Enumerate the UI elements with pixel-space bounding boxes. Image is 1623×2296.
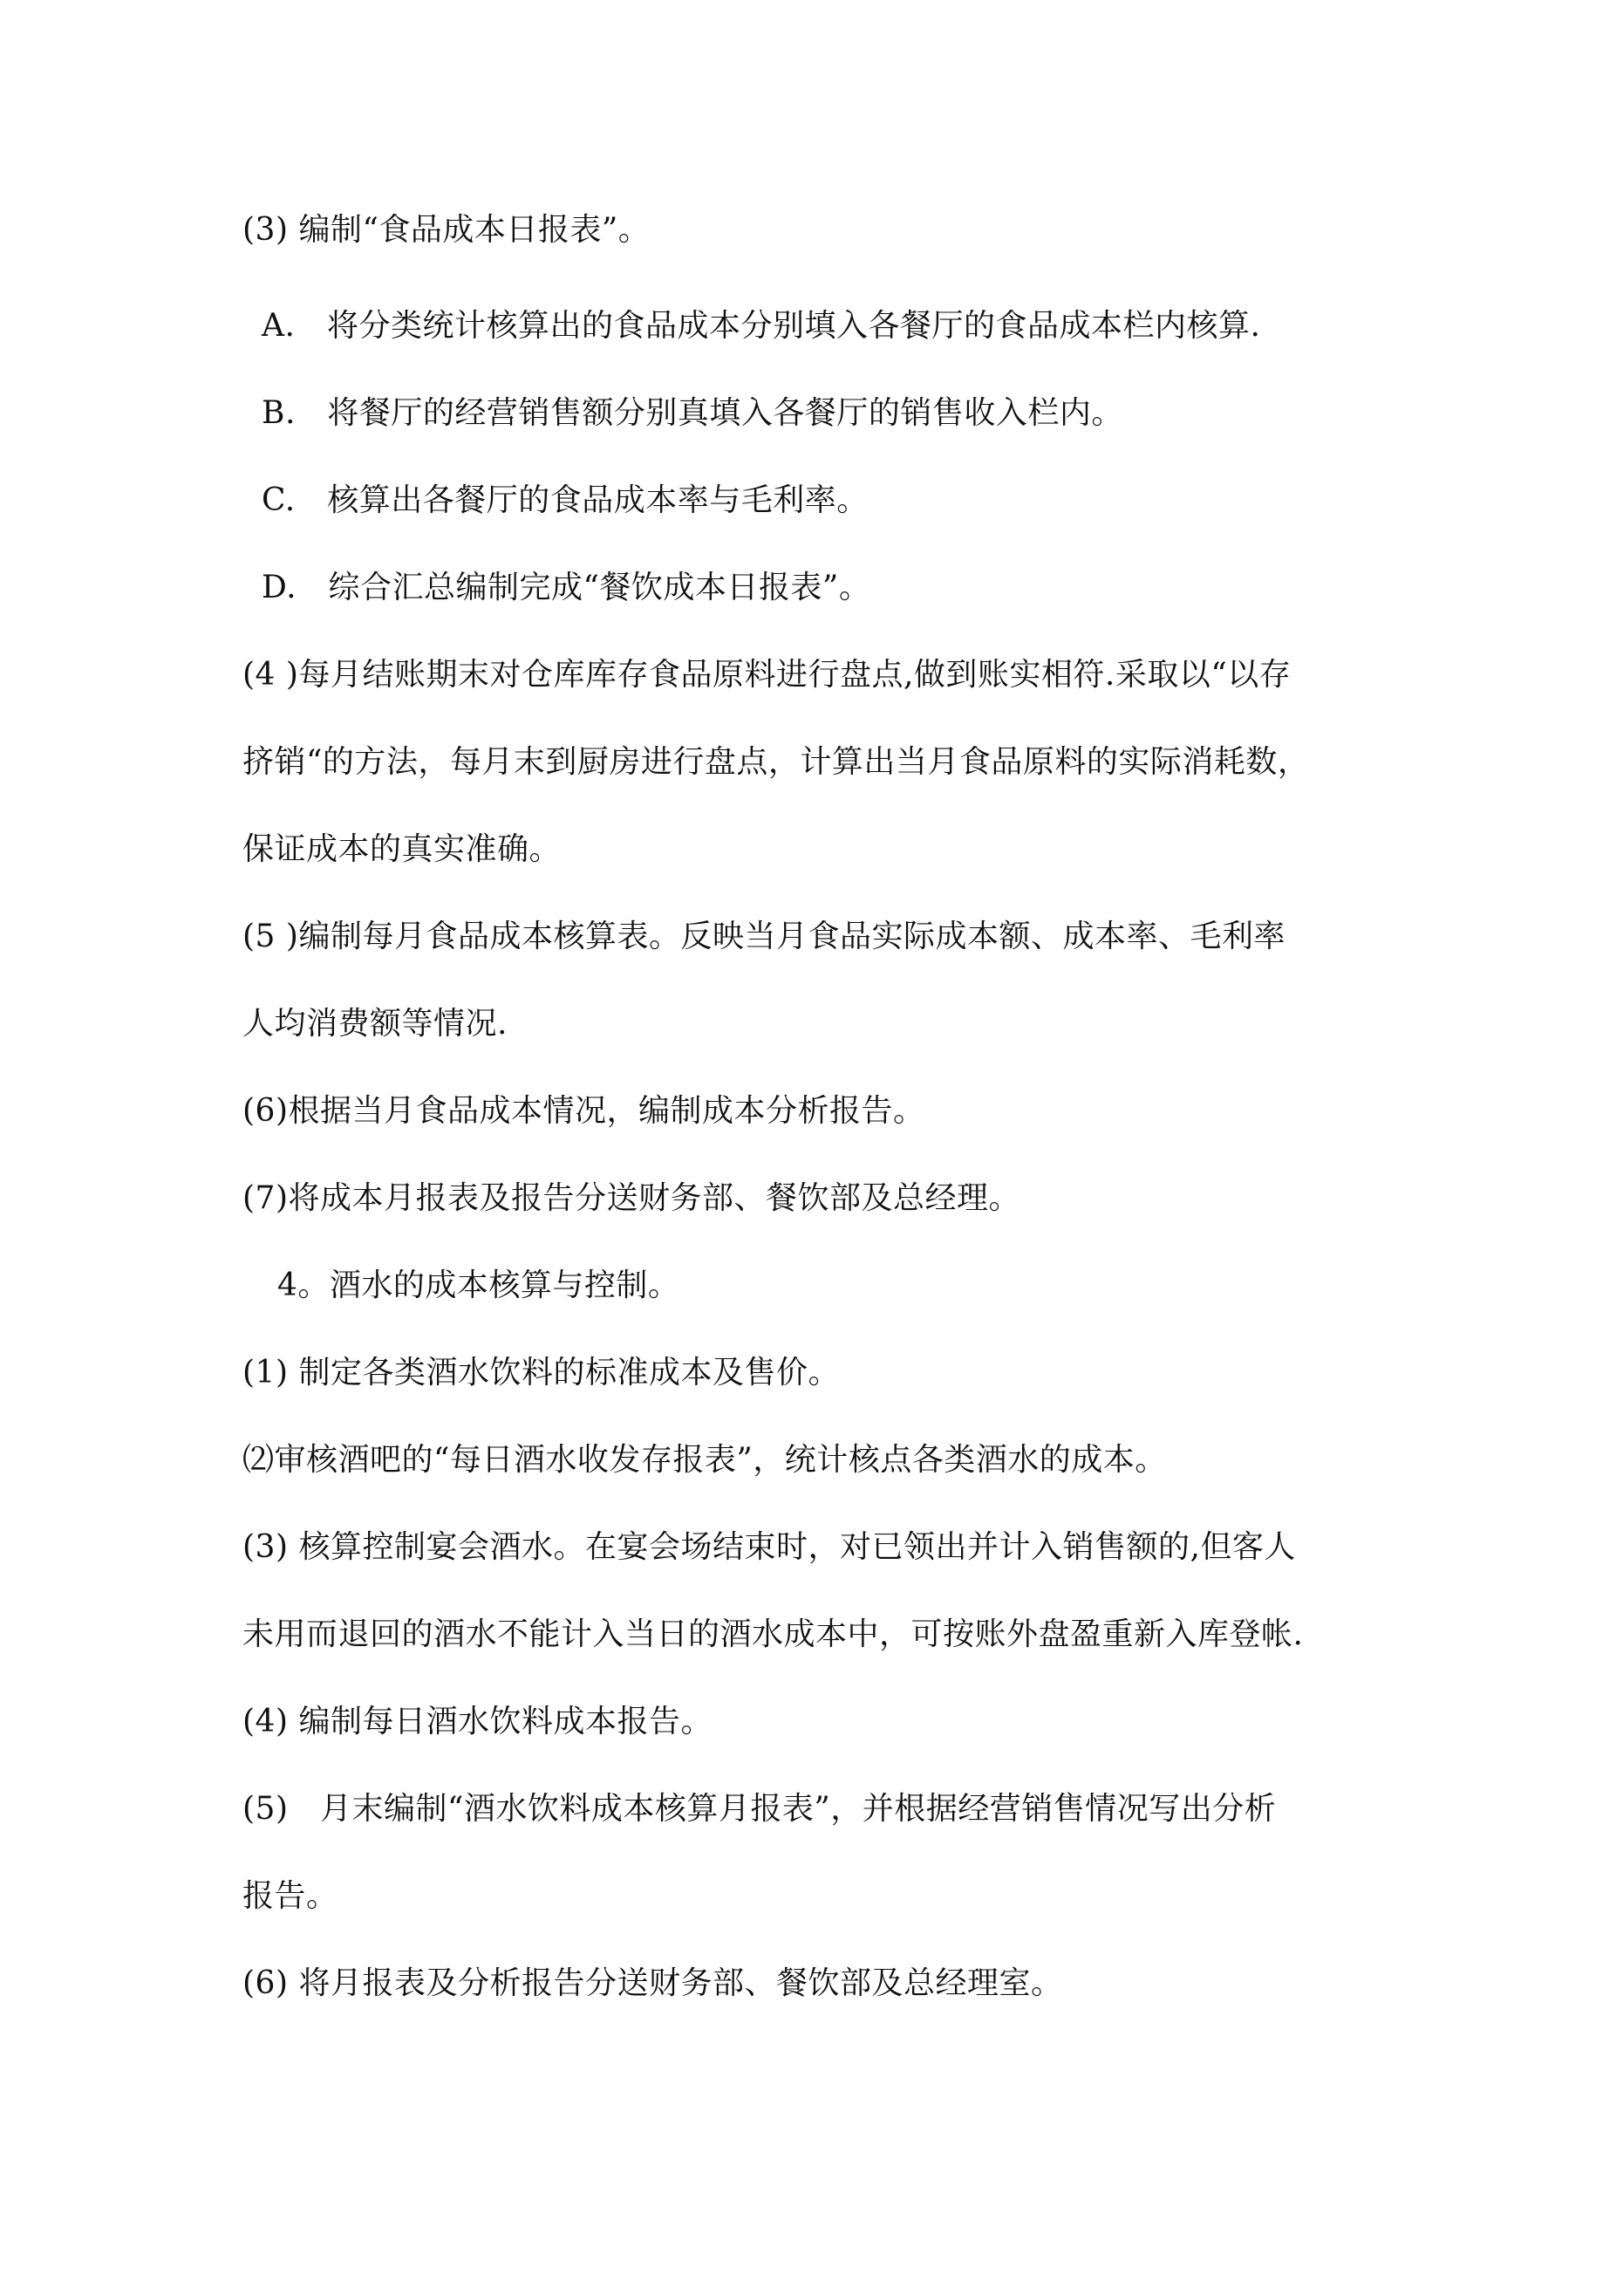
wine-item-3-line-2: 未用而退回的酒水不能计入当日的酒水成本中，可按账外盘盈重新入库登帐.: [242, 1616, 1304, 1652]
item-4-line-1: (4 )每月结账期末对仓库库存食品原料进行盘点,做到账实相符.采取以“以存: [242, 657, 1292, 693]
wine-item-4: (4) 编制每日酒水饮料成本报告。: [242, 1704, 713, 1739]
item-4-line-2: 挤销“的方法，每月末到厨房进行盘点，计算出当月食品原料的实际消耗数，: [242, 744, 1310, 780]
item-6: (6)根据当月食品成本情况，编制成本分析报告。: [242, 1093, 925, 1129]
wine-item-2: ⑵审核酒吧的“每日酒水收发存报表”，统计核点各类酒水的成本。: [242, 1442, 1167, 1478]
section-4-heading: 4。酒水的成本核算与控制。: [277, 1268, 680, 1303]
sub-item-a: A. 将分类统计核算出的食品成本分别填入各餐厅的食品成本栏内核算.: [262, 308, 1261, 344]
wine-item-3-line-1: (3) 核算控制宴会酒水。在宴会场结束时，对已领出并计入销售额的,但客人: [242, 1529, 1296, 1565]
item-5-line-2: 人均消费额等情况.: [242, 1006, 508, 1042]
wine-item-1: (1) 制定各类酒水饮料的标准成本及售价。: [242, 1355, 840, 1391]
item-5-line-1: (5 )编制每月食品成本核算表。反映当月食品实际成本额、成本率、毛利率: [242, 919, 1285, 954]
wine-item-6: (6) 将月报表及分析报告分送财务部、餐饮部及总经理室。: [242, 1965, 1063, 2001]
wine-item-5-line-1: (5) 月末编制“酒水饮料成本核算月报表”，并根据经营销售情况写出分析: [242, 1791, 1277, 1827]
sub-item-d: D. 综合汇总编制完成“餐饮成本日报表”。: [262, 570, 871, 605]
item-4-line-3: 保证成本的真实准确。: [242, 831, 562, 867]
sub-item-c: C. 核算出各餐厅的食品成本率与毛利率。: [262, 482, 869, 518]
sub-item-b: B. 将餐厅的经营销售额分别真填入各餐厅的销售收入栏内。: [262, 395, 1123, 431]
item-7: (7)将成本月报表及报告分送财务部、餐饮部及总经理。: [242, 1180, 1020, 1216]
wine-item-5-line-2: 报告。: [242, 1878, 338, 1914]
item-3-heading: (3) 编制“食品成本日报表”。: [242, 212, 651, 248]
